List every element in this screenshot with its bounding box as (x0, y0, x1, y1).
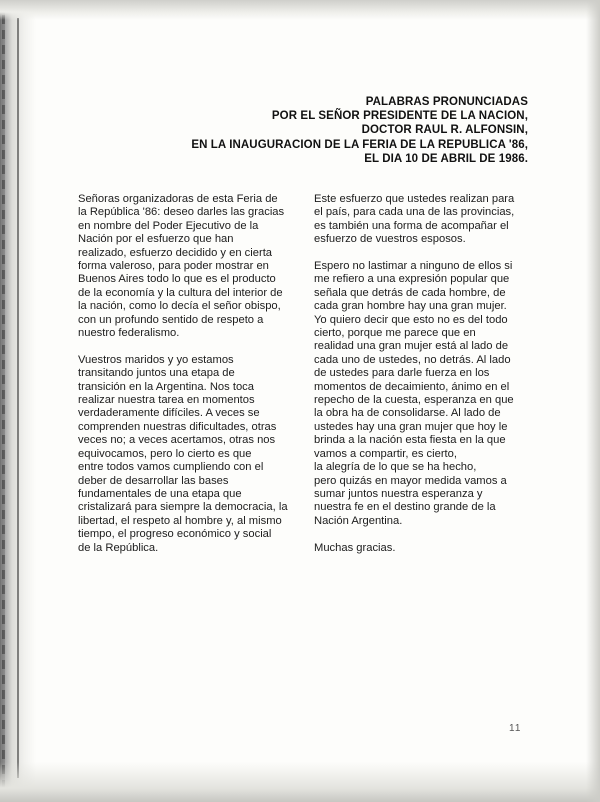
text-line: Buenos Aires todo lo que es el producto (78, 273, 276, 286)
text-line: Nación Argentina. (314, 514, 403, 527)
text-line: Este esfuerzo que ustedes realizan para (314, 193, 515, 205)
text-line: comprenden nuestras dificultades, otras (78, 420, 277, 433)
paragraph (314, 260, 532, 528)
text-line: de la República. (78, 541, 159, 554)
paragraph (78, 193, 293, 340)
heading-line: EL DIA 10 DE ABRIL DE 1986. (364, 152, 528, 165)
text-line: la nación, como lo decía el señor obispo, (78, 300, 281, 313)
scan-shadow-right (586, 0, 600, 802)
text-line: tiempo, el progreso económico y social (78, 528, 272, 541)
text-line: realizar nuestra tarea en momentos (78, 394, 255, 407)
text-line: pero quizás en mayor medida vamos a (314, 474, 507, 487)
text-line: libertad, el respeto al hombre y, al mismo (78, 514, 282, 527)
text-line: Señoras organizadoras de esta Feria de (78, 193, 278, 205)
paragraph (314, 542, 532, 555)
text-line: señala que detrás de cada hombre, de (314, 286, 506, 299)
text-line: vamos a compartir, es cierto, (314, 447, 458, 460)
scan-shadow-top (0, 0, 600, 20)
text-line: deber de desarrollar las bases (78, 474, 229, 487)
text-line: cada uno de ustedes, no detrás. Al lado (314, 353, 511, 366)
text-line: fundamentales de una etapa que (78, 487, 242, 500)
binding-edge (17, 18, 19, 778)
text-line: con un profundo sentido de respeto a (78, 313, 264, 326)
text-line: realizado, esfuerzo decidido y en cierta (78, 246, 273, 259)
text-line: forma valeroso, para poder mostrar en (78, 260, 269, 273)
text-line: de la economía y la cultura del interior de (78, 286, 283, 299)
page-number: 11 (509, 723, 522, 734)
text-line: el país, para cada una de las provincias, (314, 206, 515, 219)
text-line: es también una forma de acompañar el (314, 219, 509, 232)
text-line: equivocamos, pero lo cierto es que (78, 447, 252, 460)
text-line: en nombre del Poder Ejecutivo de la (78, 219, 259, 232)
text-line: verdaderamente difíciles. A veces se (78, 407, 260, 420)
text-line: Muchas gracias. (314, 541, 396, 554)
text-line: transitando juntos una etapa de (78, 367, 235, 380)
text-line: Vuestros maridos y yo estamos (78, 353, 234, 366)
text-line: Espero no lastimar a ninguno de ellos si (314, 260, 513, 273)
text-line: brinda a la nación esta fiesta en la que (314, 434, 506, 447)
text-line: la obra ha de consolidarse. Al lado de (314, 407, 501, 420)
text-line: entre todos vamos cumpliendo con el (78, 461, 264, 474)
text-line: cristalizará para siempre la democracia, la (78, 501, 288, 514)
text-line: repecho de la cuesta, esperanza en que (314, 394, 514, 407)
heading-line: PALABRAS PRONUNCIADAS (365, 96, 528, 108)
text-line: veces no; a veces acertamos, otras nos (78, 434, 276, 447)
text-line: transición en la Argentina. Nos toca (78, 380, 254, 393)
text-line: sumar juntos nuestra esperanza y (314, 487, 483, 500)
right-text-column (314, 193, 532, 568)
text-line: Nación por el esfuerzo que han (78, 233, 234, 246)
text-line: cada gran hombre hay una gran mujer. (314, 300, 507, 313)
text-line: me refiero a una expresión popular que (314, 273, 510, 286)
heading-line: POR EL SEÑOR PRESIDENTE DE LA NACION, (271, 110, 528, 123)
text-line: ustedes hay una gran mujer que hoy le (314, 420, 508, 433)
text-line: Yo quiero decir que esto no es del todo (314, 313, 508, 326)
scan-shadow-bottom (0, 762, 600, 802)
heading-line: EN LA INAUGURACION DE LA FERIA DE LA REPUBLICA '86, (191, 138, 528, 151)
text-line: cierto, porque me parece que en (314, 327, 476, 340)
paragraph (314, 193, 532, 247)
text-line: la alegría de lo que se ha hecho, (314, 461, 477, 474)
heading-line: DOCTOR RAUL R. ALFONSIN, (361, 124, 528, 137)
speech-heading (191, 95, 528, 166)
text-line: de ustedes para darle fuerza en los (314, 367, 490, 380)
text-line: la República '86: deseo darles las gracias (78, 206, 285, 219)
text-line: nuestro federalismo. (78, 327, 180, 340)
text-line: realidad una gran mujer está al lado de (314, 340, 509, 353)
text-line: nuestra fe en el destino grande de la (314, 501, 496, 514)
paragraph (78, 354, 293, 555)
text-line: esfuerzo de vuestros esposos. (314, 233, 466, 246)
text-line: momentos de decaimiento, ánimo en el (314, 380, 510, 393)
left-text-column (78, 193, 293, 568)
